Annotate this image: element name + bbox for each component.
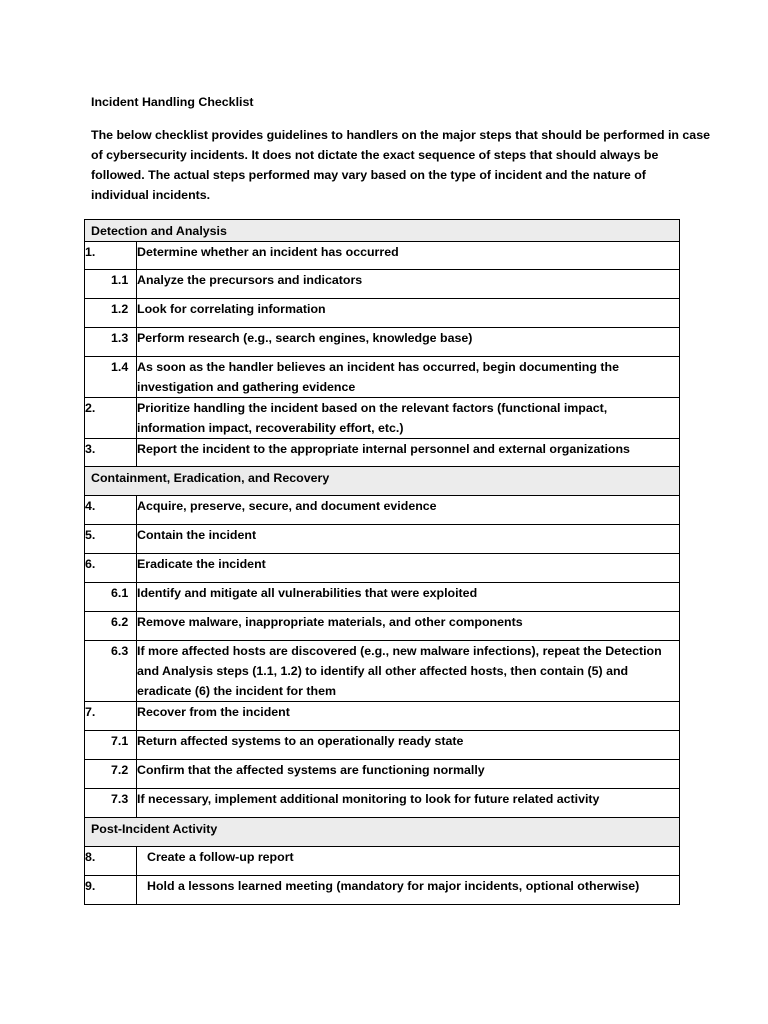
step-text: Return affected systems to an operationally ready state [137, 731, 680, 760]
intro-paragraph [91, 125, 710, 205]
checklist-table [84, 219, 680, 905]
step-number: 7.1 [85, 731, 137, 760]
step-text: Remove malware, inappropriate materials, and other components [137, 612, 680, 641]
step-text: Report the incident to the appropriate internal personnel and external organizations [137, 439, 680, 467]
step-text [137, 357, 680, 398]
step-number: 1. [85, 242, 137, 270]
section-header-row [85, 220, 680, 242]
step-text: Recover from the incident [137, 702, 680, 731]
table-row [85, 398, 680, 439]
table-row [85, 525, 680, 554]
step-number: 1.3 [85, 328, 137, 357]
table-row [85, 439, 680, 467]
step-text-line: and Analysis steps (1.1, 1.2) to identify all other affected hosts, then contain (5) and [137, 664, 629, 678]
table-row [85, 328, 680, 357]
step-number: 3. [85, 439, 137, 467]
table-row [85, 242, 680, 270]
section-heading: Containment, Eradication, and Recovery [85, 467, 680, 496]
step-text: Confirm that the affected systems are functioning normally [137, 760, 680, 789]
step-number: 2. [85, 398, 137, 439]
intro-line: The below checklist provides guidelines to handlers on the major steps that should be performed in case [91, 128, 710, 142]
document-title: Incident Handling Checklist [91, 95, 254, 109]
step-number: 6.3 [85, 641, 137, 702]
step-text-line: If more affected hosts are discovered (e.g., new malware infections), repeat the Detection [137, 644, 662, 658]
step-text-line: As soon as the handler believes an incident has occurred, begin documenting the [137, 360, 619, 374]
step-number: 1.2 [85, 299, 137, 328]
table-row [85, 357, 680, 398]
step-number: 5. [85, 525, 137, 554]
table-row [85, 583, 680, 612]
table-row [85, 789, 680, 818]
intro-line: individual incidents. [91, 188, 211, 202]
step-text: Determine whether an incident has occurred [137, 242, 680, 270]
section-header-row [85, 818, 680, 847]
step-number: 1.4 [85, 357, 137, 398]
step-number: 9. [85, 876, 137, 905]
step-number: 4. [85, 496, 137, 525]
step-number: 6.2 [85, 612, 137, 641]
intro-line: of cybersecurity incidents. It does not dictate the exact sequence of steps that should always be [91, 148, 659, 162]
step-text: Analyze the precursors and indicators [137, 270, 680, 299]
table-row [85, 876, 680, 905]
section-heading: Post-Incident Activity [85, 818, 680, 847]
step-text: Eradicate the incident [137, 554, 680, 583]
table-row [85, 731, 680, 760]
table-row [85, 612, 680, 641]
table-row [85, 760, 680, 789]
step-text: Hold a lessons learned meeting (mandatory for major incidents, optional otherwise) [137, 876, 680, 905]
step-number: 6.1 [85, 583, 137, 612]
section-header-row [85, 467, 680, 496]
step-text-line: eradicate (6) the incident for them [137, 684, 336, 698]
step-text-line: Prioritize handling the incident based on the relevant factors (functional impact, [137, 401, 608, 415]
step-text: Look for correlating information [137, 299, 680, 328]
step-text: If necessary, implement additional monitoring to look for future related activity [137, 789, 680, 818]
step-text: Acquire, preserve, secure, and document evidence [137, 496, 680, 525]
table-row [85, 702, 680, 731]
intro-line: followed. The actual steps performed may vary based on the type of incident and the nature of [91, 168, 646, 182]
step-text [137, 641, 680, 702]
step-number: 6. [85, 554, 137, 583]
step-number: 7.3 [85, 789, 137, 818]
step-text-line: information impact, recoverability effort, etc.) [137, 421, 404, 435]
step-text [137, 398, 680, 439]
step-number: 8. [85, 847, 137, 876]
step-number: 7.2 [85, 760, 137, 789]
table-row [85, 847, 680, 876]
step-text: Perform research (e.g., search engines, knowledge base) [137, 328, 680, 357]
step-number: 1.1 [85, 270, 137, 299]
section-heading: Detection and Analysis [85, 220, 680, 242]
step-number: 7. [85, 702, 137, 731]
table-row [85, 496, 680, 525]
step-text-line: investigation and gathering evidence [137, 380, 356, 394]
table-row [85, 554, 680, 583]
table-row [85, 641, 680, 702]
step-text: Contain the incident [137, 525, 680, 554]
step-text: Identify and mitigate all vulnerabilities that were exploited [137, 583, 680, 612]
table-row [85, 299, 680, 328]
step-text: Create a follow-up report [137, 847, 680, 876]
table-row [85, 270, 680, 299]
